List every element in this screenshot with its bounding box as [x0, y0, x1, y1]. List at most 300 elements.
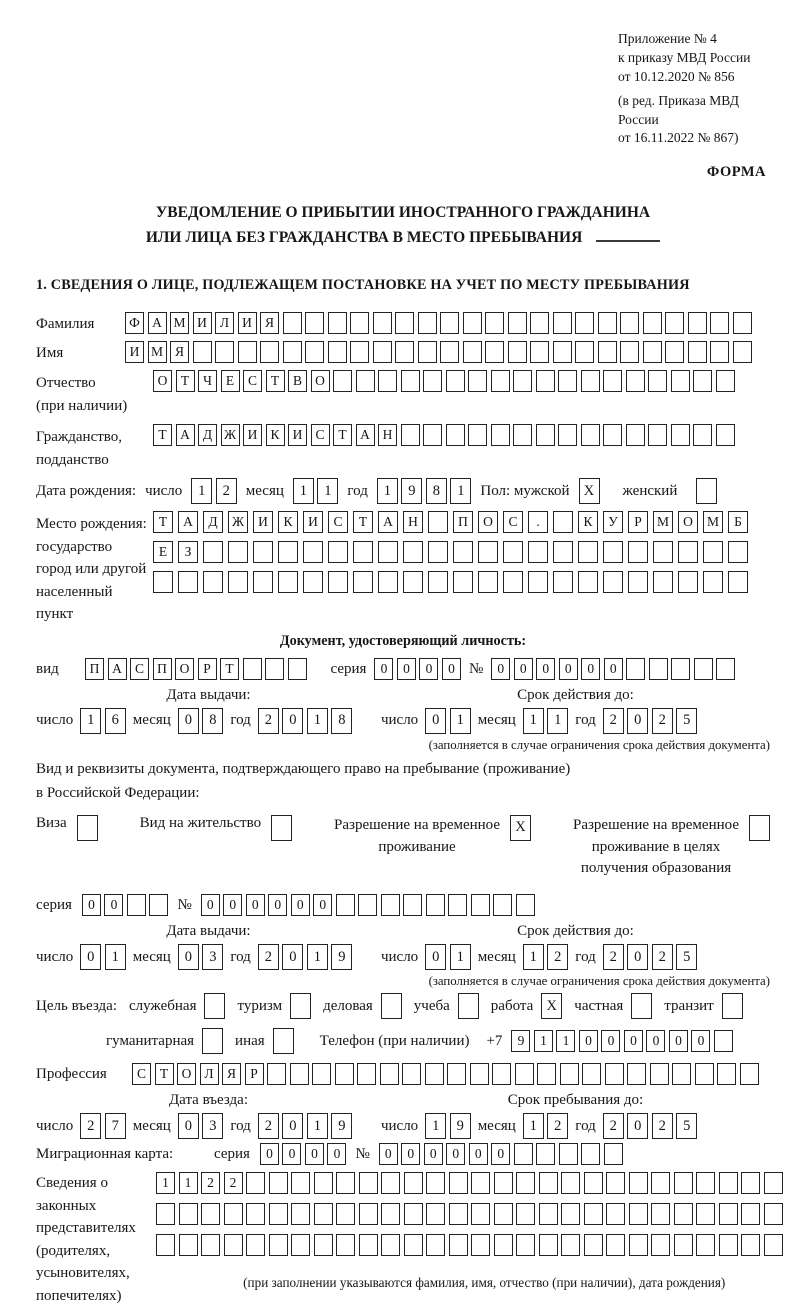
char-cell[interactable]: 0: [327, 1143, 346, 1165]
char-cell[interactable]: 0: [313, 894, 332, 916]
char-cell[interactable]: [215, 341, 234, 363]
char-cell[interactable]: [238, 341, 257, 363]
char-cell[interactable]: [328, 341, 347, 363]
permit-valid-month-boxes[interactable]: [523, 944, 569, 970]
char-cell[interactable]: [449, 1234, 468, 1256]
char-cell[interactable]: Д: [203, 511, 223, 533]
char-cell[interactable]: [426, 1234, 445, 1256]
char-cell[interactable]: 0: [80, 944, 101, 970]
char-cell[interactable]: С: [328, 511, 348, 533]
birth-place-boxes-line3[interactable]: [153, 571, 748, 593]
char-cell[interactable]: [710, 341, 729, 363]
char-cell[interactable]: [471, 1172, 490, 1194]
char-cell[interactable]: [428, 511, 448, 533]
representatives-boxes-line2[interactable]: [156, 1203, 783, 1225]
char-cell[interactable]: [314, 1234, 333, 1256]
char-cell[interactable]: [449, 1172, 468, 1194]
char-cell[interactable]: 0: [305, 1143, 324, 1165]
visa-checkbox[interactable]: [77, 815, 98, 841]
char-cell[interactable]: [649, 658, 668, 680]
char-cell[interactable]: [312, 1063, 331, 1085]
char-cell[interactable]: [553, 541, 573, 563]
char-cell[interactable]: [471, 1234, 490, 1256]
char-cell[interactable]: [359, 1172, 378, 1194]
char-cell[interactable]: [694, 658, 713, 680]
char-cell[interactable]: [653, 571, 673, 593]
char-cell[interactable]: 9: [401, 478, 422, 504]
char-cell[interactable]: С: [130, 658, 149, 680]
char-cell[interactable]: 0: [646, 1030, 665, 1052]
char-cell[interactable]: [603, 370, 622, 392]
char-cell[interactable]: 0: [260, 1143, 279, 1165]
char-cell[interactable]: С: [503, 511, 523, 533]
char-cell[interactable]: [582, 1063, 601, 1085]
char-cell[interactable]: 0: [469, 1143, 488, 1165]
char-cell[interactable]: 0: [424, 1143, 443, 1165]
permit-issue-year-boxes[interactable]: [258, 944, 353, 970]
char-cell[interactable]: [516, 894, 535, 916]
char-cell[interactable]: [77, 815, 98, 841]
purpose-checkbox-business[interactable]: [381, 993, 402, 1019]
char-cell[interactable]: 3: [202, 1113, 223, 1139]
char-cell[interactable]: X: [510, 815, 531, 841]
char-cell[interactable]: [428, 541, 448, 563]
char-cell[interactable]: О: [678, 511, 698, 533]
char-cell[interactable]: М: [703, 511, 723, 533]
char-cell[interactable]: 0: [601, 1030, 620, 1052]
char-cell[interactable]: О: [311, 370, 330, 392]
char-cell[interactable]: [336, 1172, 355, 1194]
birth-place-boxes-line1[interactable]: [153, 511, 748, 533]
char-cell[interactable]: К: [278, 511, 298, 533]
char-cell[interactable]: [485, 312, 504, 334]
char-cell[interactable]: X: [579, 478, 600, 504]
char-cell[interactable]: [581, 1143, 600, 1165]
char-cell[interactable]: И: [253, 511, 273, 533]
char-cell[interactable]: 1: [523, 944, 544, 970]
char-cell[interactable]: [628, 541, 648, 563]
temp-residence-checkbox[interactable]: [510, 815, 531, 841]
char-cell[interactable]: [643, 341, 662, 363]
residence-permit-checkbox[interactable]: [271, 815, 292, 841]
char-cell[interactable]: [468, 424, 487, 446]
doc-valid-month-boxes[interactable]: [523, 708, 569, 734]
char-cell[interactable]: X: [541, 993, 562, 1019]
char-cell[interactable]: О: [153, 370, 172, 392]
char-cell[interactable]: [428, 571, 448, 593]
purpose-checkbox-other[interactable]: [273, 1028, 294, 1054]
char-cell[interactable]: [671, 370, 690, 392]
char-cell[interactable]: И: [303, 511, 323, 533]
char-cell[interactable]: [373, 312, 392, 334]
char-cell[interactable]: [703, 541, 723, 563]
char-cell[interactable]: М: [170, 312, 189, 334]
char-cell[interactable]: [741, 1172, 760, 1194]
char-cell[interactable]: 0: [282, 944, 303, 970]
char-cell[interactable]: [631, 993, 652, 1019]
char-cell[interactable]: 1: [377, 478, 398, 504]
char-cell[interactable]: 5: [676, 1113, 697, 1139]
char-cell[interactable]: О: [175, 658, 194, 680]
char-cell[interactable]: [674, 1172, 693, 1194]
char-cell[interactable]: [278, 541, 298, 563]
char-cell[interactable]: [303, 571, 323, 593]
char-cell[interactable]: [722, 993, 743, 1019]
char-cell[interactable]: П: [153, 658, 172, 680]
char-cell[interactable]: 0: [374, 658, 393, 680]
char-cell[interactable]: [335, 1063, 354, 1085]
char-cell[interactable]: Е: [153, 541, 173, 563]
char-cell[interactable]: [714, 1030, 733, 1052]
char-cell[interactable]: [558, 370, 577, 392]
char-cell[interactable]: [494, 1203, 513, 1225]
char-cell[interactable]: [380, 1063, 399, 1085]
char-cell[interactable]: [503, 541, 523, 563]
char-cell[interactable]: Н: [403, 511, 423, 533]
char-cell[interactable]: [283, 312, 302, 334]
char-cell[interactable]: [719, 1172, 738, 1194]
char-cell[interactable]: [651, 1234, 670, 1256]
char-cell[interactable]: [603, 571, 623, 593]
char-cell[interactable]: [629, 1172, 648, 1194]
char-cell[interactable]: 1: [523, 708, 544, 734]
char-cell[interactable]: [553, 511, 573, 533]
char-cell[interactable]: [665, 341, 684, 363]
char-cell[interactable]: К: [578, 511, 598, 533]
char-cell[interactable]: Е: [221, 370, 240, 392]
char-cell[interactable]: [733, 312, 752, 334]
permit-valid-year-boxes[interactable]: [603, 944, 698, 970]
char-cell[interactable]: [336, 1203, 355, 1225]
char-cell[interactable]: [561, 1203, 580, 1225]
permit-number-boxes[interactable]: [201, 894, 535, 916]
char-cell[interactable]: [558, 424, 577, 446]
char-cell[interactable]: [530, 341, 549, 363]
gender-male-checkbox[interactable]: [579, 478, 600, 504]
char-cell[interactable]: [584, 1172, 603, 1194]
char-cell[interactable]: [530, 312, 549, 334]
doc-number-boxes[interactable]: [491, 658, 735, 680]
entry-day-boxes[interactable]: [80, 1113, 126, 1139]
temp-residence-education-checkbox[interactable]: [749, 815, 770, 841]
char-cell[interactable]: И: [288, 424, 307, 446]
char-cell[interactable]: [728, 541, 748, 563]
char-cell[interactable]: [603, 541, 623, 563]
char-cell[interactable]: [260, 341, 279, 363]
char-cell[interactable]: [328, 312, 347, 334]
char-cell[interactable]: [515, 1063, 534, 1085]
doc-issue-day-boxes[interactable]: [80, 708, 126, 734]
char-cell[interactable]: [178, 571, 198, 593]
char-cell[interactable]: 0: [178, 944, 199, 970]
char-cell[interactable]: [468, 370, 487, 392]
char-cell[interactable]: Т: [153, 424, 172, 446]
char-cell[interactable]: [719, 1203, 738, 1225]
char-cell[interactable]: 1: [450, 944, 471, 970]
char-cell[interactable]: Ж: [221, 424, 240, 446]
char-cell[interactable]: [584, 1203, 603, 1225]
char-cell[interactable]: Н: [378, 424, 397, 446]
char-cell[interactable]: 1: [191, 478, 212, 504]
char-cell[interactable]: [179, 1203, 198, 1225]
char-cell[interactable]: 2: [258, 944, 279, 970]
char-cell[interactable]: [269, 1172, 288, 1194]
char-cell[interactable]: [606, 1234, 625, 1256]
entry-month-boxes[interactable]: [178, 1113, 224, 1139]
char-cell[interactable]: [267, 1063, 286, 1085]
char-cell[interactable]: А: [148, 312, 167, 334]
char-cell[interactable]: 1: [307, 944, 328, 970]
stay-month-boxes[interactable]: [523, 1113, 569, 1139]
char-cell[interactable]: 2: [603, 944, 624, 970]
char-cell[interactable]: С: [132, 1063, 151, 1085]
char-cell[interactable]: [716, 658, 735, 680]
citizenship-boxes[interactable]: [153, 424, 735, 446]
char-cell[interactable]: [246, 1203, 265, 1225]
char-cell[interactable]: 0: [581, 658, 600, 680]
char-cell[interactable]: [553, 341, 572, 363]
char-cell[interactable]: А: [356, 424, 375, 446]
char-cell[interactable]: [508, 312, 527, 334]
char-cell[interactable]: [605, 1063, 624, 1085]
permit-series-boxes[interactable]: [82, 894, 169, 916]
char-cell[interactable]: [224, 1234, 243, 1256]
char-cell[interactable]: [478, 541, 498, 563]
char-cell[interactable]: [449, 1203, 468, 1225]
char-cell[interactable]: [575, 312, 594, 334]
char-cell[interactable]: 8: [331, 708, 352, 734]
doc-issue-month-boxes[interactable]: [178, 708, 224, 734]
char-cell[interactable]: [491, 424, 510, 446]
char-cell[interactable]: 2: [652, 708, 673, 734]
char-cell[interactable]: [648, 370, 667, 392]
char-cell[interactable]: [228, 541, 248, 563]
char-cell[interactable]: 0: [223, 894, 242, 916]
char-cell[interactable]: 2: [216, 478, 237, 504]
purpose-checkbox-transit[interactable]: [722, 993, 743, 1019]
char-cell[interactable]: [513, 424, 532, 446]
char-cell[interactable]: 0: [536, 658, 555, 680]
char-cell[interactable]: 0: [446, 1143, 465, 1165]
char-cell[interactable]: [401, 370, 420, 392]
char-cell[interactable]: [561, 1172, 580, 1194]
char-cell[interactable]: [328, 571, 348, 593]
char-cell[interactable]: [764, 1203, 783, 1225]
char-cell[interactable]: [575, 341, 594, 363]
char-cell[interactable]: 0: [419, 658, 438, 680]
char-cell[interactable]: 0: [559, 658, 578, 680]
char-cell[interactable]: П: [453, 511, 473, 533]
char-cell[interactable]: [446, 424, 465, 446]
char-cell[interactable]: 0: [178, 1113, 199, 1139]
char-cell[interactable]: 1: [293, 478, 314, 504]
char-cell[interactable]: 0: [491, 1143, 510, 1165]
char-cell[interactable]: 0: [397, 658, 416, 680]
char-cell[interactable]: [290, 993, 311, 1019]
char-cell[interactable]: [271, 815, 292, 841]
char-cell[interactable]: 0: [282, 1143, 301, 1165]
char-cell[interactable]: Т: [266, 370, 285, 392]
char-cell[interactable]: Л: [200, 1063, 219, 1085]
char-cell[interactable]: [626, 370, 645, 392]
char-cell[interactable]: 0: [425, 708, 446, 734]
char-cell[interactable]: [578, 571, 598, 593]
char-cell[interactable]: [381, 993, 402, 1019]
birth-month-boxes[interactable]: [293, 478, 339, 504]
char-cell[interactable]: Р: [245, 1063, 264, 1085]
char-cell[interactable]: [402, 1063, 421, 1085]
char-cell[interactable]: [201, 1203, 220, 1225]
char-cell[interactable]: 0: [442, 658, 461, 680]
char-cell[interactable]: [403, 571, 423, 593]
char-cell[interactable]: [153, 571, 173, 593]
char-cell[interactable]: [671, 658, 690, 680]
char-cell[interactable]: [458, 993, 479, 1019]
char-cell[interactable]: 2: [224, 1172, 243, 1194]
char-cell[interactable]: [696, 478, 717, 504]
char-cell[interactable]: [539, 1234, 558, 1256]
char-cell[interactable]: [626, 424, 645, 446]
char-cell[interactable]: [395, 341, 414, 363]
char-cell[interactable]: [693, 370, 712, 392]
char-cell[interactable]: 1: [307, 708, 328, 734]
char-cell[interactable]: [581, 370, 600, 392]
char-cell[interactable]: 2: [258, 708, 279, 734]
char-cell[interactable]: [516, 1203, 535, 1225]
gender-female-checkbox[interactable]: [696, 478, 717, 504]
char-cell[interactable]: Т: [176, 370, 195, 392]
char-cell[interactable]: [273, 1028, 294, 1054]
char-cell[interactable]: 1: [450, 708, 471, 734]
char-cell[interactable]: [516, 1172, 535, 1194]
char-cell[interactable]: Р: [628, 511, 648, 533]
char-cell[interactable]: [401, 424, 420, 446]
char-cell[interactable]: [719, 1234, 738, 1256]
char-cell[interactable]: .: [528, 511, 548, 533]
char-cell[interactable]: [446, 370, 465, 392]
char-cell[interactable]: [650, 1063, 669, 1085]
char-cell[interactable]: [674, 1203, 693, 1225]
char-cell[interactable]: [453, 541, 473, 563]
char-cell[interactable]: [603, 424, 622, 446]
char-cell[interactable]: Ч: [198, 370, 217, 392]
char-cell[interactable]: [156, 1203, 175, 1225]
char-cell[interactable]: [653, 541, 673, 563]
char-cell[interactable]: [358, 894, 377, 916]
char-cell[interactable]: [426, 1203, 445, 1225]
permit-issue-day-boxes[interactable]: [80, 944, 126, 970]
char-cell[interactable]: [418, 312, 437, 334]
char-cell[interactable]: [463, 341, 482, 363]
char-cell[interactable]: [278, 571, 298, 593]
char-cell[interactable]: [269, 1203, 288, 1225]
char-cell[interactable]: 1: [547, 708, 568, 734]
char-cell[interactable]: [425, 1063, 444, 1085]
char-cell[interactable]: [440, 312, 459, 334]
char-cell[interactable]: З: [178, 541, 198, 563]
char-cell[interactable]: Д: [198, 424, 217, 446]
char-cell[interactable]: 0: [246, 894, 265, 916]
char-cell[interactable]: [503, 571, 523, 593]
char-cell[interactable]: [303, 541, 323, 563]
purpose-checkbox-humanitarian[interactable]: [202, 1028, 223, 1054]
char-cell[interactable]: [620, 312, 639, 334]
char-cell[interactable]: 8: [426, 478, 447, 504]
char-cell[interactable]: [728, 571, 748, 593]
char-cell[interactable]: П: [85, 658, 104, 680]
char-cell[interactable]: 1: [156, 1172, 175, 1194]
char-cell[interactable]: [648, 424, 667, 446]
char-cell[interactable]: [539, 1203, 558, 1225]
char-cell[interactable]: 1: [523, 1113, 544, 1139]
char-cell[interactable]: [291, 1234, 310, 1256]
char-cell[interactable]: 1: [317, 478, 338, 504]
birth-day-boxes[interactable]: [191, 478, 237, 504]
char-cell[interactable]: [305, 341, 324, 363]
char-cell[interactable]: [378, 541, 398, 563]
char-cell[interactable]: [305, 312, 324, 334]
char-cell[interactable]: [665, 312, 684, 334]
char-cell[interactable]: [336, 894, 355, 916]
char-cell[interactable]: [246, 1172, 265, 1194]
char-cell[interactable]: [536, 1143, 555, 1165]
char-cell[interactable]: [423, 424, 442, 446]
purpose-checkbox-private[interactable]: [631, 993, 652, 1019]
purpose-checkbox-study[interactable]: [458, 993, 479, 1019]
representatives-boxes-line1[interactable]: [156, 1172, 783, 1194]
char-cell[interactable]: [492, 1063, 511, 1085]
profession-boxes[interactable]: [132, 1063, 759, 1085]
char-cell[interactable]: [448, 894, 467, 916]
char-cell[interactable]: [353, 541, 373, 563]
char-cell[interactable]: [291, 1203, 310, 1225]
doc-issue-year-boxes[interactable]: [258, 708, 353, 734]
char-cell[interactable]: 0: [579, 1030, 598, 1052]
char-cell[interactable]: 5: [676, 708, 697, 734]
char-cell[interactable]: [491, 370, 510, 392]
char-cell[interactable]: Я: [222, 1063, 241, 1085]
char-cell[interactable]: И: [125, 341, 144, 363]
char-cell[interactable]: [288, 658, 307, 680]
char-cell[interactable]: Т: [333, 424, 352, 446]
char-cell[interactable]: [403, 894, 422, 916]
char-cell[interactable]: [149, 894, 168, 916]
char-cell[interactable]: 8: [202, 708, 223, 734]
char-cell[interactable]: [678, 541, 698, 563]
char-cell[interactable]: Т: [220, 658, 239, 680]
char-cell[interactable]: [201, 1234, 220, 1256]
char-cell[interactable]: А: [108, 658, 127, 680]
char-cell[interactable]: [539, 1172, 558, 1194]
char-cell[interactable]: [674, 1234, 693, 1256]
char-cell[interactable]: [291, 1172, 310, 1194]
doc-valid-year-boxes[interactable]: [603, 708, 698, 734]
purpose-checkbox-business-trip[interactable]: [204, 993, 225, 1019]
char-cell[interactable]: [696, 1203, 715, 1225]
purpose-checkbox-work[interactable]: [541, 993, 562, 1019]
char-cell[interactable]: 2: [652, 944, 673, 970]
char-cell[interactable]: 0: [178, 708, 199, 734]
char-cell[interactable]: [426, 894, 445, 916]
purpose-checkbox-tourism[interactable]: [290, 993, 311, 1019]
char-cell[interactable]: [403, 541, 423, 563]
char-cell[interactable]: [246, 1234, 265, 1256]
char-cell[interactable]: 1: [307, 1113, 328, 1139]
char-cell[interactable]: [598, 341, 617, 363]
char-cell[interactable]: [561, 1234, 580, 1256]
char-cell[interactable]: [381, 1203, 400, 1225]
char-cell[interactable]: Т: [353, 511, 373, 533]
